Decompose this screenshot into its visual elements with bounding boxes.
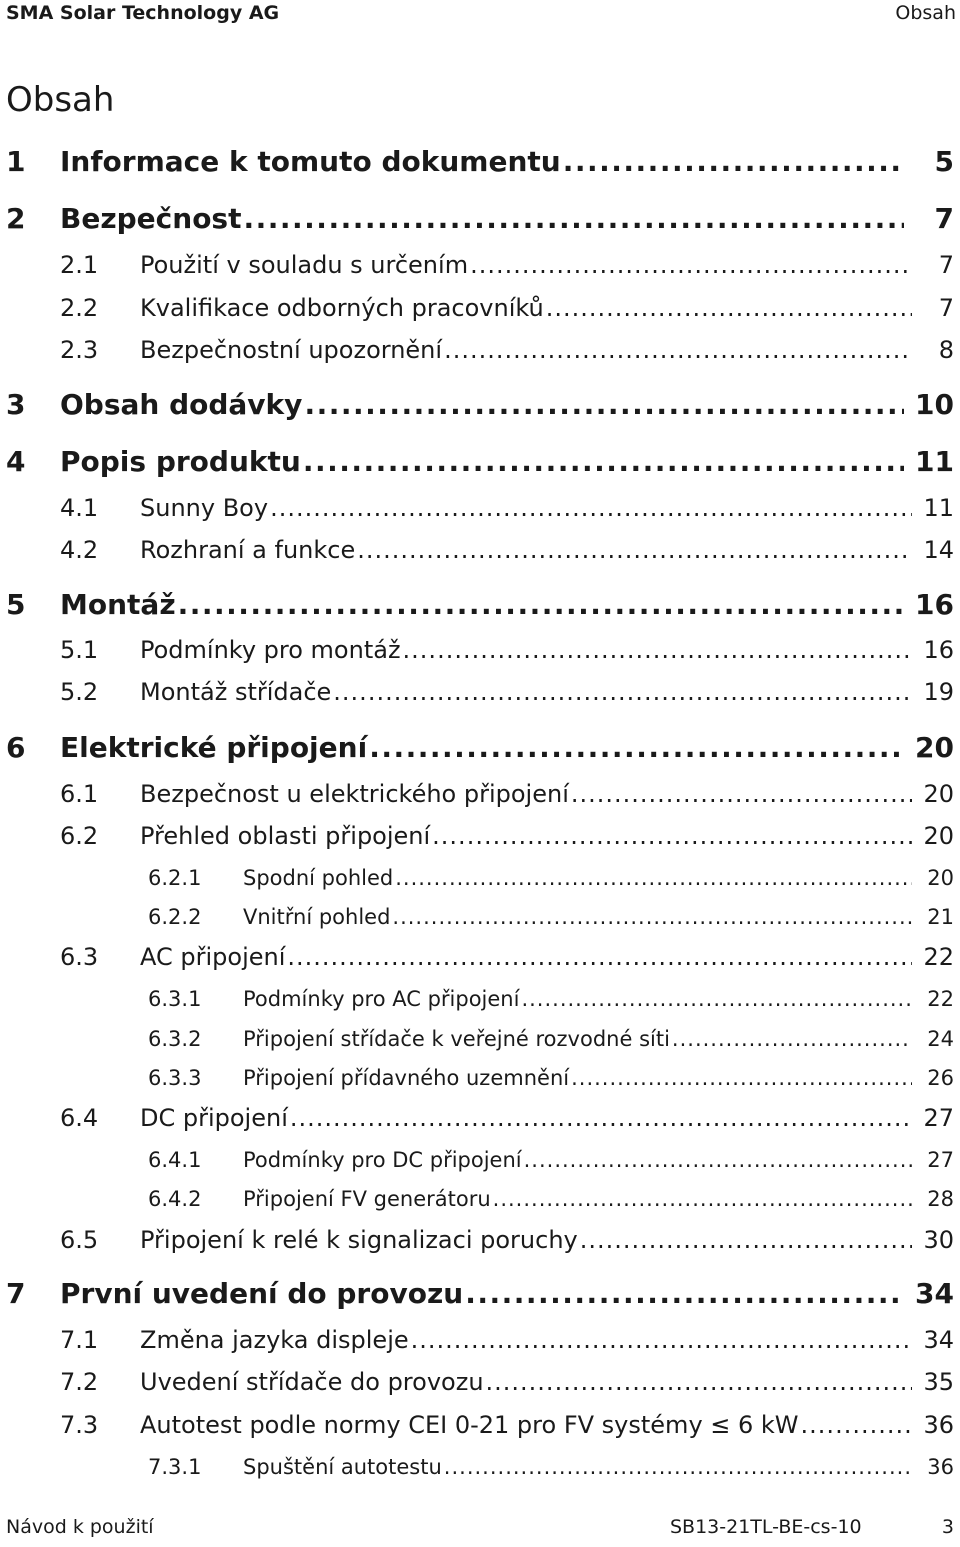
document-type: Návod k použití [6, 1516, 154, 1538]
toc-entry-page: 8 [938, 336, 954, 364]
toc-entry[interactable] [0, 762, 960, 806]
toc-entry[interactable] [0, 845, 960, 889]
page-title: Obsah [6, 80, 115, 120]
toc-entry-title: Změna jazyka displeje [140, 1326, 409, 1354]
dot-leader [304, 391, 904, 419]
toc-entry-title-row [140, 538, 912, 562]
toc-entry-page: 16 [923, 636, 954, 664]
toc-entry-page: 10 [915, 388, 954, 421]
toc-entry-number: 2.3 [60, 336, 99, 364]
toc-entry-title-row [60, 445, 904, 478]
toc-entry-page: 22 [927, 987, 954, 1011]
toc-entry[interactable] [0, 718, 960, 762]
toc-entry-title-row [243, 1457, 912, 1478]
dot-leader [178, 591, 904, 619]
toc-entry-title: Připojení přídavného uzemnění [243, 1066, 570, 1090]
toc-entry-title: AC připojení [140, 943, 286, 971]
toc-entry-title-row [60, 145, 904, 178]
toc-entry-number: 5.2 [60, 678, 99, 706]
toc-entry[interactable] [0, 660, 960, 704]
toc-entry-title-row [243, 1189, 912, 1210]
toc-entry[interactable] [0, 476, 960, 520]
toc-entry-page: 20 [923, 780, 954, 808]
dot-leader [444, 338, 912, 362]
toc-entry-title: Elektrické připojení [60, 731, 368, 764]
toc-entry-title-row [140, 638, 912, 662]
toc-entry-number: 6.5 [60, 1226, 99, 1254]
toc-entry-title: Spuštění autotestu [243, 1455, 442, 1479]
toc-entry-title-row [60, 388, 904, 421]
toc-entry-page: 22 [923, 943, 954, 971]
toc-entry-title-row [140, 782, 912, 806]
toc-entry[interactable] [0, 318, 960, 362]
toc-entry[interactable] [0, 132, 960, 176]
toc-entry-page: 28 [927, 1187, 954, 1211]
toc-entry[interactable] [0, 1350, 960, 1394]
toc-entry-title-row [140, 1370, 912, 1394]
toc-entry-page: 34 [915, 1277, 954, 1310]
toc-entry-title: Obsah dodávky [60, 388, 303, 421]
toc-entry-number: 5 [6, 588, 26, 621]
toc-entry[interactable] [0, 575, 960, 619]
dot-leader [465, 1280, 904, 1308]
toc-entry[interactable] [0, 804, 960, 848]
dot-leader [563, 148, 904, 176]
toc-entry[interactable] [0, 432, 960, 476]
toc-entry-title-row [60, 588, 904, 621]
toc-entry-title: Uvedení střídače do provozu [140, 1368, 484, 1396]
toc-entry-title-row [60, 1277, 904, 1310]
toc-entry-number: 1 [6, 145, 26, 178]
toc-entry[interactable] [0, 1006, 960, 1050]
company-name: SMA Solar Technology AG [6, 2, 280, 24]
header-section-title: Obsah [895, 2, 956, 24]
toc-entry-title: Podmínky pro montáž [140, 636, 401, 664]
toc-entry-number: 4.2 [60, 536, 99, 564]
toc-entry[interactable] [0, 518, 960, 562]
toc-entry-title: Připojení střídače k veřejné rozvodné síti [243, 1027, 670, 1051]
toc-entry-title: Autotest podle normy CEI 0-21 pro FV systémy ≤ 6 kW [140, 1411, 799, 1439]
dot-leader [493, 1189, 912, 1210]
toc-entry-number: 6.3 [60, 943, 99, 971]
toc-entry-number: 6.2 [60, 822, 99, 850]
document-code: SB13-21TL-BE-cs-10 [670, 1516, 862, 1538]
page-footer [0, 1516, 960, 1544]
toc-entry[interactable] [0, 189, 960, 233]
toc-entry-number: 7.3.1 [148, 1455, 202, 1479]
toc-entry-number: 7.3 [60, 1411, 99, 1439]
toc-entry-page: 26 [927, 1066, 954, 1090]
toc-entry[interactable] [0, 618, 960, 662]
toc-entry-number: 2.2 [60, 294, 99, 322]
toc-entry-page: 7 [938, 251, 954, 279]
toc-entry-page: 30 [923, 1226, 954, 1254]
toc-entry-title: Informace k tomuto dokumentu [60, 145, 561, 178]
toc-entry[interactable] [0, 1045, 960, 1089]
toc-entry-title: Vnitřní pohled [243, 905, 391, 929]
toc-entry-title: DC připojení [140, 1104, 288, 1132]
toc-entry[interactable] [0, 1208, 960, 1252]
toc-entry-page: 27 [927, 1148, 954, 1172]
toc-entry-title: Popis produktu [60, 445, 301, 478]
toc-entry-title: Připojení FV generátoru [243, 1187, 491, 1211]
toc-entry-title: Bezpečnost u elektrického připojení [140, 780, 569, 808]
toc-entry-title: Montáž [60, 588, 176, 621]
dot-leader [270, 496, 912, 520]
toc-entry-title: Sunny Boy [140, 494, 269, 522]
toc-entry-number: 3 [6, 388, 26, 421]
toc-entry-page: 35 [923, 1368, 954, 1396]
dot-leader [546, 296, 912, 320]
toc-entry-number: 6.2.2 [148, 905, 202, 929]
dot-leader [243, 205, 904, 233]
toc-entry-page: 19 [923, 678, 954, 706]
toc-entry-number: 6.3.2 [148, 1027, 202, 1051]
toc-entry-title-row [140, 253, 912, 277]
toc-entry-title: Bezpečnost [60, 202, 242, 235]
toc-entry-page: 20 [923, 822, 954, 850]
toc-entry-title-row [140, 338, 912, 362]
dot-leader [357, 538, 912, 562]
toc-entry[interactable] [0, 1393, 960, 1437]
toc-entry-title-row [140, 680, 912, 704]
toc-entry-title: Připojení k relé k signalizaci poruchy [140, 1226, 578, 1254]
toc-entry-title: První uvedení do provozu [60, 1277, 464, 1310]
toc-entry-title: Montáž střídače [140, 678, 332, 706]
toc-entry[interactable] [0, 966, 960, 1010]
toc-entry[interactable] [0, 1308, 960, 1352]
toc-entry[interactable] [0, 925, 960, 969]
toc-entry-number: 6.3.1 [148, 987, 202, 1011]
toc-entry-number: 2.1 [60, 251, 99, 279]
toc-entry[interactable] [0, 1264, 960, 1308]
toc-entry[interactable] [0, 276, 960, 320]
toc-entry-page: 7 [934, 202, 954, 235]
toc-entry-page: 20 [927, 866, 954, 890]
toc-entry-page: 34 [923, 1326, 954, 1354]
toc-entry-title-row [140, 1228, 912, 1252]
toc-entry-title: Použití v souladu s určením [140, 251, 469, 279]
toc-entry-number: 2 [6, 202, 26, 235]
toc-entry[interactable] [0, 1434, 960, 1478]
toc-entry-number: 6 [6, 731, 26, 764]
toc-entry-page: 21 [927, 905, 954, 929]
dot-leader [486, 1370, 912, 1394]
toc-entry-page: 7 [938, 294, 954, 322]
toc-entry-number: 6.2.1 [148, 866, 202, 890]
toc-entry-page: 36 [923, 1411, 954, 1439]
toc-entry-page: 16 [915, 588, 954, 621]
toc-entry-title-row [60, 731, 904, 764]
toc-entry-title: Podmínky pro AC připojení [243, 987, 520, 1011]
toc-entry-title: Kvalifikace odborných pracovníků [140, 294, 544, 322]
toc-entry-title-row [140, 1328, 912, 1352]
toc-entry[interactable] [0, 375, 960, 419]
dot-leader [571, 782, 912, 806]
toc-entry-number: 4.1 [60, 494, 99, 522]
toc-entry-title-row [140, 296, 912, 320]
toc-entry-page: 27 [923, 1104, 954, 1132]
toc-entry-number: 6.3.3 [148, 1066, 202, 1090]
toc-entry-number: 6.4 [60, 1104, 99, 1132]
toc-entry-number: 6.1 [60, 780, 99, 808]
toc-entry-title-row [60, 202, 904, 235]
toc-entry-number: 7 [6, 1277, 26, 1310]
dot-leader [333, 680, 912, 704]
dot-leader [369, 734, 904, 762]
toc-entry-title: Podmínky pro DC připojení [243, 1148, 522, 1172]
dot-leader [444, 1457, 912, 1478]
toc-entry[interactable] [0, 1086, 960, 1130]
toc-entry-title: Spodní pohled [243, 866, 394, 890]
toc-entry-number: 6.4.1 [148, 1148, 202, 1172]
toc-entry-number: 4 [6, 445, 26, 478]
toc-entry-page: 20 [915, 731, 954, 764]
dot-leader [411, 1328, 912, 1352]
toc-entry-number: 7.1 [60, 1326, 99, 1354]
dot-leader [580, 1228, 912, 1252]
dot-leader [403, 638, 912, 662]
dot-leader [303, 448, 904, 476]
toc-entry-page: 11 [923, 494, 954, 522]
toc-entry-page: 14 [923, 536, 954, 564]
toc-entry-page: 24 [927, 1027, 954, 1051]
toc-entry[interactable] [0, 233, 960, 277]
dot-leader [470, 253, 912, 277]
page-number: 3 [941, 1516, 954, 1538]
toc-entry-number: 6.4.2 [148, 1187, 202, 1211]
toc-entry-page: 11 [915, 445, 954, 478]
toc-entry-title: Rozhraní a funkce [140, 536, 356, 564]
toc-entry-page: 5 [934, 145, 954, 178]
toc-entry[interactable] [0, 884, 960, 928]
toc-entry[interactable] [0, 1166, 960, 1210]
toc-entry-number: 7.2 [60, 1368, 99, 1396]
toc-entry-title: Bezpečnostní upozornění [140, 336, 443, 364]
toc-entry-title-row [140, 496, 912, 520]
toc-entry-title: Přehled oblasti připojení [140, 822, 431, 850]
toc-entry-page: 36 [927, 1455, 954, 1479]
toc-entry[interactable] [0, 1127, 960, 1171]
toc-entry-number: 5.1 [60, 636, 99, 664]
